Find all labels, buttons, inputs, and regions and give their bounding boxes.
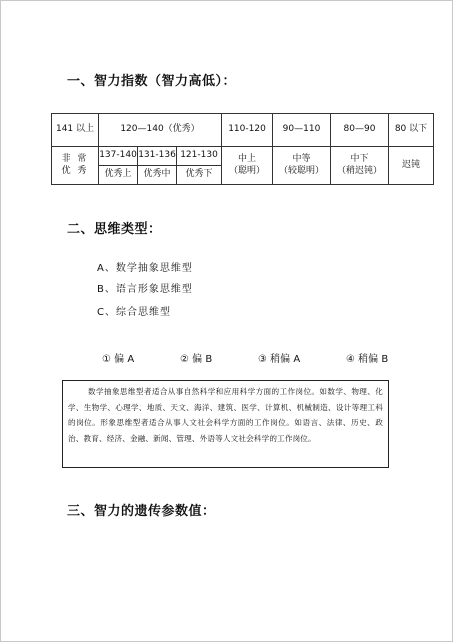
iq-table-row <box>52 114 434 147</box>
table-cell: 中上 （聪明） <box>222 147 273 185</box>
table-cell: 优秀上 <box>99 166 138 185</box>
table-cell: 优秀中 <box>138 166 177 185</box>
iq-table <box>51 113 434 185</box>
choice-item: ④ 稍偏 B <box>346 354 389 365</box>
choice-item: ③ 稍偏 A <box>258 354 301 365</box>
thinking-type-option: B、语言形象思维型 <box>97 284 193 295</box>
choice-item: ① 偏 A <box>102 354 135 365</box>
table-cell: 80—90 <box>331 114 389 147</box>
section-heading-iq: 一、智力指数（智力高低）： <box>67 74 237 89</box>
table-cell: 中等 （较聪明） <box>273 147 331 185</box>
table-cell: 137-140 <box>99 147 138 166</box>
table-cell: 迟钝 <box>389 147 434 185</box>
table-cell: 非 常 优 秀 <box>52 147 99 185</box>
thinking-type-description: 数学抽象思维型者适合从事自然科学和应用科学方面的工作岗位。如数学、物理、化学、生物学、心理学、地质、天文、海洋、建筑、医学、计算机、机械制造、设计等理工科的岗位。形象思维型者适合从事人文社会科学方面的工作岗位。如语言、法律、历史、政治、教育、经济、金融、新闻、管理、外语等人文社会科学的工作岗位。 <box>62 380 389 468</box>
table-cell: 110-120 <box>222 114 273 147</box>
thinking-type-option: A、数学抽象思维型 <box>97 263 193 274</box>
table-cell: 131-136 <box>138 147 177 166</box>
table-cell: 121-130 <box>177 147 222 166</box>
table-cell: 中下 （稍迟钝） <box>331 147 389 185</box>
table-cell: 141 以上 <box>52 114 99 147</box>
section-heading-heritability: 三、智力的遗传参数值： <box>67 504 216 519</box>
iq-table-row <box>52 147 434 166</box>
table-cell: 90—110 <box>273 114 331 147</box>
table-cell: 优秀下 <box>177 166 222 185</box>
table-cell: 80 以下 <box>389 114 434 147</box>
section-heading-thinking-type: 二、思维类型： <box>67 222 162 237</box>
thinking-type-option: C、综合思维型 <box>97 307 171 318</box>
choice-item: ② 偏 B <box>180 354 213 365</box>
table-cell: 120—140（优秀） <box>99 114 222 147</box>
